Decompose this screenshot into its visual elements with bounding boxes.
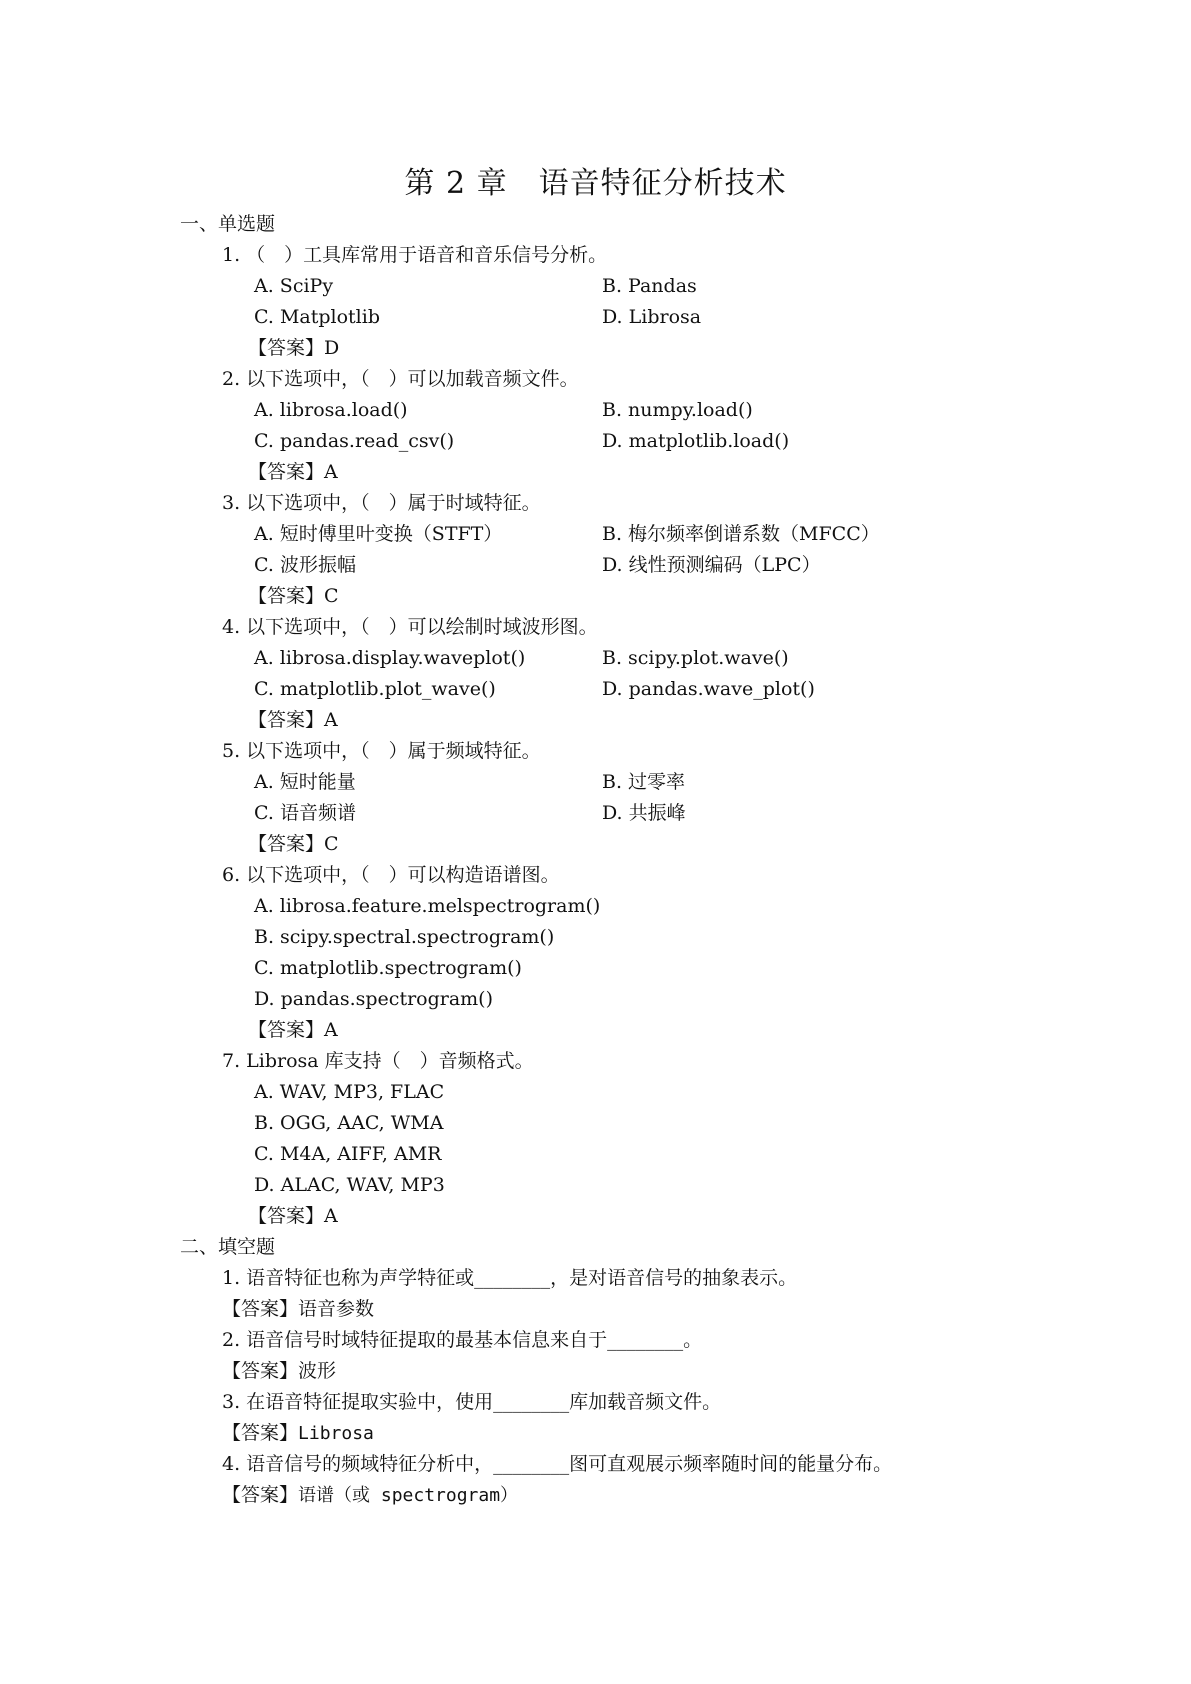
- question-7-option-c: C. M4A, AIFF, AMR: [254, 1143, 442, 1165]
- fill-4-stem: 4. 语音信号的频域特征分析中，________图可直观展示频率随时间的能量分布。: [222, 1453, 893, 1475]
- question-6-stem: 6. 以下选项中，（ ）可以构造语谱图。: [222, 864, 560, 886]
- question-1-stem: 1. （ ）工具库常用于语音和音乐信号分析。: [222, 244, 608, 266]
- question-5-stem: 5. 以下选项中，（ ）属于频域特征。: [222, 740, 541, 762]
- question-1-option-b: B. Pandas: [602, 275, 697, 297]
- fill-1-answer-value: 语音参数: [298, 1298, 375, 1320]
- question-4-answer: 【答案】A: [248, 709, 338, 731]
- fill-3-answer-label: 【答案】: [222, 1422, 299, 1444]
- question-4-stem: 4. 以下选项中，（ ）可以绘制时域波形图。: [222, 616, 598, 638]
- question-2-option-d: D. matplotlib.load(): [602, 430, 790, 452]
- question-5-option-a: A. 短时能量: [254, 771, 356, 793]
- question-3-stem: 3. 以下选项中，（ ）属于时域特征。: [222, 492, 541, 514]
- question-2-option-a: A. librosa.load(): [254, 399, 408, 421]
- question-6-answer: 【答案】A: [248, 1019, 338, 1041]
- question-7-answer: 【答案】A: [248, 1205, 338, 1227]
- question-2-option-c: C. pandas.read_csv(): [254, 430, 455, 452]
- question-7-option-d: D. ALAC, WAV, MP3: [254, 1174, 445, 1196]
- question-5-option-c: C. 语音频谱: [254, 802, 356, 824]
- question-1-option-c: C. Matplotlib: [254, 306, 380, 328]
- question-4-option-b: B. scipy.plot.wave(): [602, 647, 789, 669]
- question-3-answer: 【答案】C: [248, 585, 339, 607]
- question-6-option-b: B. scipy.spectral.spectrogram(): [254, 926, 555, 948]
- question-7-option-b: B. OGG, AAC, WMA: [254, 1112, 444, 1134]
- fill-3-answer-value: Librosa: [298, 1423, 374, 1444]
- question-4-option-d: D. pandas.wave_plot(): [602, 678, 815, 700]
- fill-2-answer: [222, 1359, 336, 1383]
- question-5-option-b: B. 过零率: [602, 771, 686, 793]
- question-4-option-c: C. matplotlib.plot_wave(): [254, 678, 496, 700]
- question-3-option-d: D. 线性预测编码（LPC）: [602, 554, 821, 576]
- section-heading-fill-blank: 二、填空题: [180, 1236, 276, 1258]
- question-1-option-d: D. Librosa: [602, 306, 702, 328]
- fill-4-answer-label: 【答案】: [222, 1484, 299, 1506]
- fill-2-answer-value: 波形: [298, 1360, 337, 1382]
- question-5-option-d: D. 共振峰: [602, 802, 686, 824]
- question-7-option-a: A. WAV, MP3, FLAC: [254, 1081, 445, 1103]
- question-3-option-b: B. 梅尔频率倒谱系数（MFCC）: [602, 523, 880, 545]
- question-3-option-c: C. 波形振幅: [254, 554, 356, 576]
- question-4-option-a: A. librosa.display.waveplot(): [254, 647, 526, 669]
- question-6-option-c: C. matplotlib.spectrogram(): [254, 957, 522, 979]
- question-1-option-a: A. SciPy: [254, 275, 334, 297]
- question-5-answer: 【答案】C: [248, 833, 339, 855]
- question-2-stem: 2. 以下选项中，（ ）可以加载音频文件。: [222, 368, 579, 390]
- fill-4-answer-value: 语谱（或 spectrogram）: [298, 1485, 519, 1506]
- fill-2-stem: 2. 语音信号时域特征提取的最基本信息来自于________。: [222, 1329, 703, 1351]
- fill-4-answer: [222, 1483, 518, 1508]
- fill-1-answer: [222, 1297, 374, 1321]
- question-2-answer: 【答案】A: [248, 461, 338, 483]
- fill-1-stem: 1. 语音特征也称为声学特征或________，是对语音信号的抽象表示。: [222, 1267, 798, 1289]
- question-7-stem: 7. Librosa 库支持（ ）音频格式。: [222, 1050, 534, 1072]
- fill-3-stem: 3. 在语音特征提取实验中，使用________库加载音频文件。: [222, 1391, 722, 1413]
- fill-1-answer-label: 【答案】: [222, 1298, 299, 1320]
- question-6-option-d: D. pandas.spectrogram(): [254, 988, 494, 1010]
- section-heading-single-choice: 一、单选题: [180, 213, 276, 235]
- fill-2-answer-label: 【答案】: [222, 1360, 299, 1382]
- question-6-option-a: A. librosa.feature.melspectrogram(): [254, 895, 601, 917]
- question-3-option-a: A. 短时傅里叶变换（STFT）: [254, 523, 503, 545]
- question-2-option-b: B. numpy.load(): [602, 399, 753, 421]
- question-1-answer: 【答案】D: [248, 337, 340, 359]
- fill-3-answer: [222, 1421, 374, 1446]
- chapter-title: 第 2 章 语音特征分析技术: [404, 166, 787, 201]
